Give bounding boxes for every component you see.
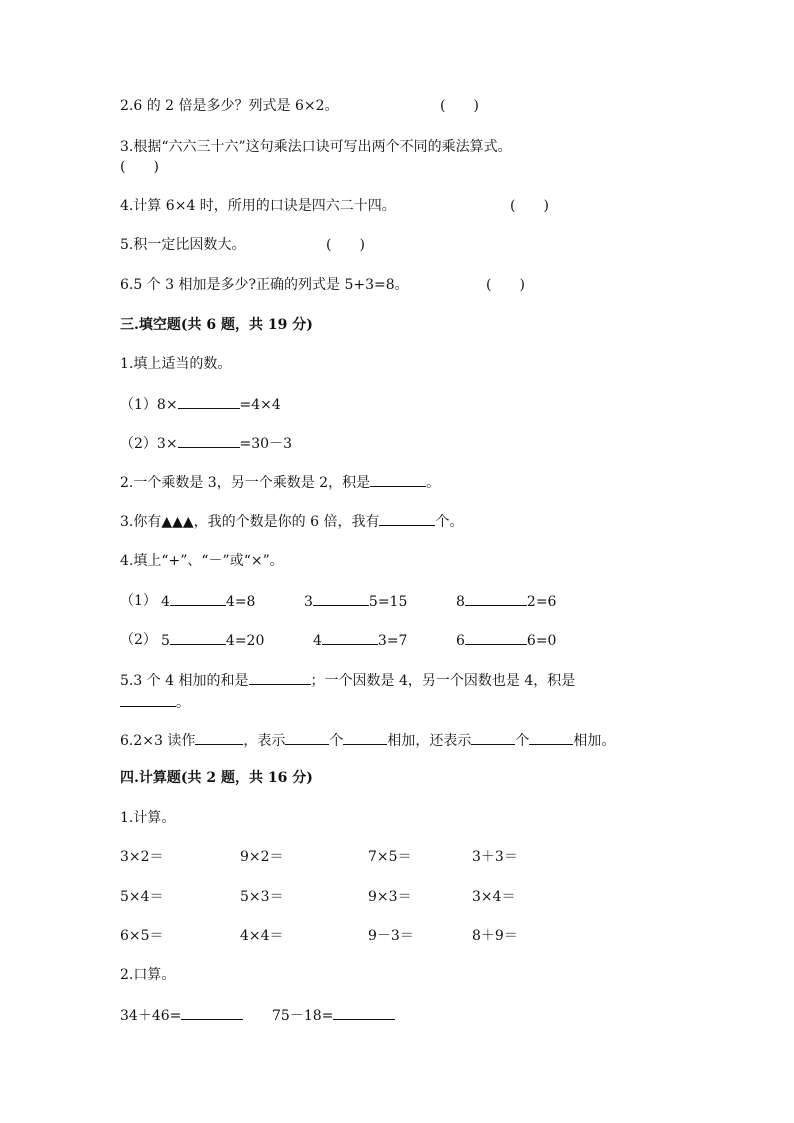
calc-item: 5×3＝ bbox=[240, 889, 284, 905]
fill-section-heading: 三.填空题(共 6 题，共 19 分) bbox=[120, 317, 313, 333]
operand: 8 bbox=[456, 594, 465, 610]
fill-q6-text: 个 bbox=[515, 733, 530, 749]
operand: 4 bbox=[161, 594, 170, 610]
operand: 3=7 bbox=[377, 633, 408, 649]
judge-q3 bbox=[120, 137, 512, 157]
fill-q4-row2-item2 bbox=[313, 630, 407, 651]
judge-q3-text: 3.根据“六六三十六”这句乘法口诀可写出两个不同的乘法算式。 bbox=[120, 139, 512, 155]
judge-q4 bbox=[120, 196, 549, 216]
judge-q5 bbox=[120, 235, 365, 255]
operand: 5 bbox=[161, 633, 170, 649]
operator-blank[interactable] bbox=[170, 591, 226, 606]
fill-q6-blank5[interactable] bbox=[529, 730, 573, 745]
fill-q4-row2-item1 bbox=[161, 630, 264, 651]
fill-q4-row1-item1 bbox=[161, 591, 255, 612]
fill-q6-text: 相加，还表示 bbox=[387, 733, 472, 749]
fill-q1-part2-blank[interactable] bbox=[178, 433, 240, 448]
operator-blank[interactable] bbox=[465, 591, 527, 606]
fill-q6-blank4[interactable] bbox=[471, 730, 515, 745]
oral-expression: 34＋46= bbox=[120, 1008, 182, 1024]
calc-item: 3＋3＝ bbox=[472, 849, 518, 865]
calc-q2-title: 2.口算。 bbox=[120, 967, 176, 983]
fill-q6-blank3[interactable] bbox=[343, 730, 387, 745]
operand: 4=20 bbox=[225, 633, 265, 649]
fill-q6-text: 个 bbox=[329, 733, 344, 749]
judge-q2 bbox=[120, 96, 479, 116]
calc-item: 4×4＝ bbox=[240, 928, 284, 944]
judge-q6-text: 6.5 个 3 相加是多少?正确的列式是 5+3=8。 bbox=[120, 277, 409, 293]
fill-q5-blank2[interactable] bbox=[120, 692, 176, 707]
fill-q2-post: 。 bbox=[426, 475, 441, 491]
fill-q4-row1-item2 bbox=[304, 591, 407, 612]
fill-q1-part1-post: =4×4 bbox=[239, 397, 281, 413]
operator-blank[interactable] bbox=[465, 630, 527, 645]
calc-item: 3×4＝ bbox=[472, 889, 516, 905]
fill-q6-blank1[interactable] bbox=[195, 730, 243, 745]
fill-q2-blank[interactable] bbox=[370, 472, 426, 487]
fill-q5-post: 。 bbox=[176, 695, 190, 711]
fill-q4-row1-item3 bbox=[456, 591, 556, 612]
fill-q1-part1 bbox=[120, 394, 281, 415]
judge-q3-answer-paren[interactable]: ( ) bbox=[120, 159, 159, 175]
fill-q5-mid: ；一个因数是 4，另一个因数也是 4，积是 bbox=[310, 673, 576, 689]
calc-item: 9×3＝ bbox=[368, 889, 412, 905]
fill-q4-title: 4.填上“+”、“－”或“×”。 bbox=[120, 553, 284, 569]
operand: 6 bbox=[456, 633, 465, 649]
judge-q4-text: 4.计算 6×4 时，所用的口诀是四六二十四。 bbox=[120, 198, 396, 214]
fill-q6 bbox=[120, 730, 615, 751]
fill-q6-text: 6.2×3 读作 bbox=[120, 733, 196, 749]
fill-q3-pre: 3.你有▲▲▲，我的个数是你的 6 倍，我有 bbox=[120, 514, 380, 530]
oral-item-2 bbox=[272, 1005, 395, 1026]
fill-q1-part1-blank[interactable] bbox=[178, 394, 240, 409]
calc-section-heading: 四.计算题(共 2 题，共 16 分) bbox=[120, 770, 313, 786]
calc-item: 8＋9＝ bbox=[472, 928, 518, 944]
operand: 4=8 bbox=[225, 594, 256, 610]
judge-q6 bbox=[120, 275, 525, 295]
calc-item: 9×2＝ bbox=[240, 849, 284, 865]
operand: 2=6 bbox=[526, 594, 557, 610]
fill-q6-blank2[interactable] bbox=[285, 730, 329, 745]
judge-q3-paren-line bbox=[120, 157, 159, 177]
operator-blank[interactable] bbox=[313, 591, 369, 606]
fill-q3-post: 个。 bbox=[435, 514, 464, 530]
calc-item: 3×2＝ bbox=[120, 849, 164, 865]
fill-q6-text: ，表示 bbox=[243, 733, 286, 749]
judge-q2-answer-paren[interactable]: ( ) bbox=[440, 98, 479, 114]
operator-blank[interactable] bbox=[170, 630, 226, 645]
judge-q5-text: 5.积一定比因数大。 bbox=[120, 237, 246, 253]
oral-answer-blank[interactable] bbox=[333, 1005, 395, 1020]
fill-q5-pre: 5.3 个 4 相加的和是 bbox=[120, 673, 249, 689]
judge-q6-answer-paren[interactable]: ( ) bbox=[486, 277, 525, 293]
operand: 3 bbox=[304, 594, 313, 610]
fill-q5-blank1[interactable] bbox=[249, 670, 311, 685]
fill-q5 bbox=[120, 670, 575, 691]
fill-q1-part2-post: =30－3 bbox=[239, 436, 292, 452]
fill-q4-row2-item3 bbox=[456, 630, 556, 651]
judge-q4-answer-paren[interactable]: ( ) bbox=[510, 198, 549, 214]
fill-q2-pre: 2.一个乘数是 3，另一个乘数是 2，积是 bbox=[120, 475, 371, 491]
oral-answer-blank[interactable] bbox=[181, 1005, 243, 1020]
fill-q3 bbox=[120, 511, 463, 532]
operand: 4 bbox=[313, 633, 322, 649]
calc-item: 7×5＝ bbox=[368, 849, 412, 865]
fill-q5-cont bbox=[120, 692, 190, 713]
judge-q2-text: 2.6 的 2 倍是多少？列式是 6×2。 bbox=[120, 98, 339, 114]
fill-q4-row2-label: （2） bbox=[120, 632, 157, 648]
fill-q2 bbox=[120, 472, 440, 493]
fill-q1-part2 bbox=[120, 433, 292, 454]
oral-expression: 75－18= bbox=[272, 1008, 334, 1024]
operator-blank[interactable] bbox=[322, 630, 378, 645]
calc-q1-title: 1.计算。 bbox=[120, 810, 176, 826]
calc-item: 5×4＝ bbox=[120, 889, 164, 905]
fill-q4-row1-label: （1） bbox=[120, 593, 157, 609]
calc-item: 9－3＝ bbox=[368, 928, 414, 944]
operand: 6=0 bbox=[526, 633, 557, 649]
fill-q6-text: 相加。 bbox=[573, 733, 616, 749]
calc-item: 6×5＝ bbox=[120, 928, 164, 944]
operand: 5=15 bbox=[368, 594, 408, 610]
judge-q5-answer-paren[interactable]: ( ) bbox=[326, 237, 365, 253]
fill-q1-part1-pre: （1）8× bbox=[120, 397, 178, 413]
fill-q1-part2-pre: （2）3× bbox=[120, 436, 178, 452]
fill-q1-title: 1.填上适当的数。 bbox=[120, 356, 232, 372]
fill-q3-blank[interactable] bbox=[379, 511, 435, 526]
oral-item-1 bbox=[120, 1005, 243, 1026]
